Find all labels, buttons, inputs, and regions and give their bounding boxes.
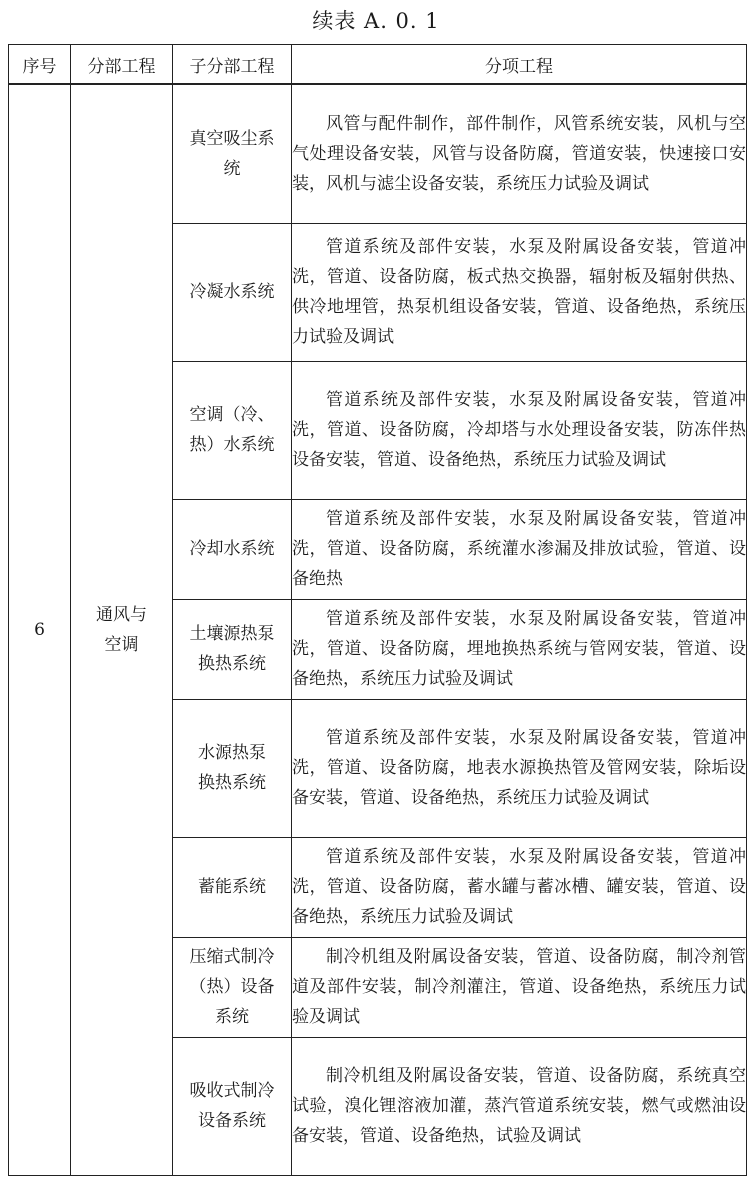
- subdivision-text: 真空吸尘系统: [189, 128, 275, 179]
- items-cell: 管道系统及部件安装，水泵及附属设备安装，管道冲洗，管道、设备防腐，地表水源换热管及管网安装，除垢设备安装，管道、设备绝热，系统压力试验及调试: [292, 699, 747, 837]
- items-cell: 管道系统及部件安装，水泵及附属设备安装，管道冲洗，管道、设备防腐，系统灌水渗漏及排放试验，管道、设备绝热: [292, 499, 747, 599]
- subdivision-cell: [173, 699, 292, 837]
- subdivision-text: 水源热泵换热系统: [197, 743, 266, 793]
- subdivision-cell: [173, 499, 292, 599]
- subdivision-text: 吸收式制冷设备系统: [189, 1081, 275, 1131]
- subdivision-cell: [173, 84, 292, 223]
- subdivision-cell: [173, 223, 292, 361]
- division-cell: [71, 84, 173, 1175]
- subdivision-text: 冷凝水系统: [189, 282, 275, 302]
- items-cell: 管道系统及部件安装，水泵及附属设备安装，管道冲洗，管道、设备防腐，埋地换热系统与管网安装，管道、设备绝热，系统压力试验及调试: [292, 599, 747, 699]
- items-cell: 风管与配件制作，部件制作，风管系统安装，风机与空气处理设备安装，风管与设备防腐，管道安装，快速接口安装，风机与滤尘设备安装，系统压力试验及调试: [292, 84, 747, 223]
- subdivision-text: 蓄能系统: [198, 877, 266, 897]
- table-row: [9, 84, 747, 223]
- subdivision-text: 冷却水系统: [189, 539, 275, 559]
- items-cell: 管道系统及部件安装，水泵及附属设备安装，管道冲洗，管道、设备防腐，板式热交换器，辐射板及辐射供热、供冷地埋管，热泵机组设备安装，管道、设备绝热，系统压力试验及调试: [292, 223, 747, 361]
- items-cell: 管道系统及部件安装，水泵及附属设备安装，管道冲洗，管道、设备防腐，蓄水罐与蓄冰槽、罐安装，管道、设备绝热，系统压力试验及调试: [292, 837, 747, 937]
- subdivision-cell: [173, 937, 292, 1037]
- subdivision-cell: [173, 837, 292, 937]
- items-cell: 制冷机组及附属设备安装，管道、设备防腐，制冷剂管道及部件安装，制冷剂灌注，管道、设备绝热，系统压力试验及调试: [292, 937, 747, 1037]
- subdivision-text: 压缩式制冷（热）设备系统: [189, 947, 275, 1027]
- division-text: 通风与空调: [95, 604, 147, 655]
- subdivision-cell: [173, 361, 292, 499]
- table-title: 续表 A. 0. 1: [312, 9, 440, 33]
- subdivision-cell: [173, 1037, 292, 1175]
- header-subdivision: 子分部工程: [173, 45, 292, 85]
- acceptance-table: [8, 44, 747, 1176]
- header-seq: 序号: [9, 45, 71, 85]
- items-cell: 制冷机组及附属设备安装，管道、设备防腐，系统真空试验，溴化锂溶液加灌，蒸汽管道系统安装，燃气或燃油设备安装，管道、设备绝热，试验及调试: [292, 1037, 747, 1175]
- subdivision-text: 土壤源热泵换热系统: [189, 624, 275, 674]
- items-cell: 管道系统及部件安装，水泵及附属设备安装，管道冲洗，管道、设备防腐，冷却塔与水处理设备安装，防冻伴热设备安装，管道、设备绝热，系统压力试验及调试: [292, 361, 747, 499]
- seq-cell: 6: [9, 84, 71, 1175]
- header-division: 分部工程: [71, 45, 173, 85]
- subdivision-text: 空调（冷、热）水系统: [189, 405, 275, 455]
- header-items: 分项工程: [292, 45, 747, 85]
- subdivision-cell: [173, 599, 292, 699]
- header-row: [9, 45, 747, 85]
